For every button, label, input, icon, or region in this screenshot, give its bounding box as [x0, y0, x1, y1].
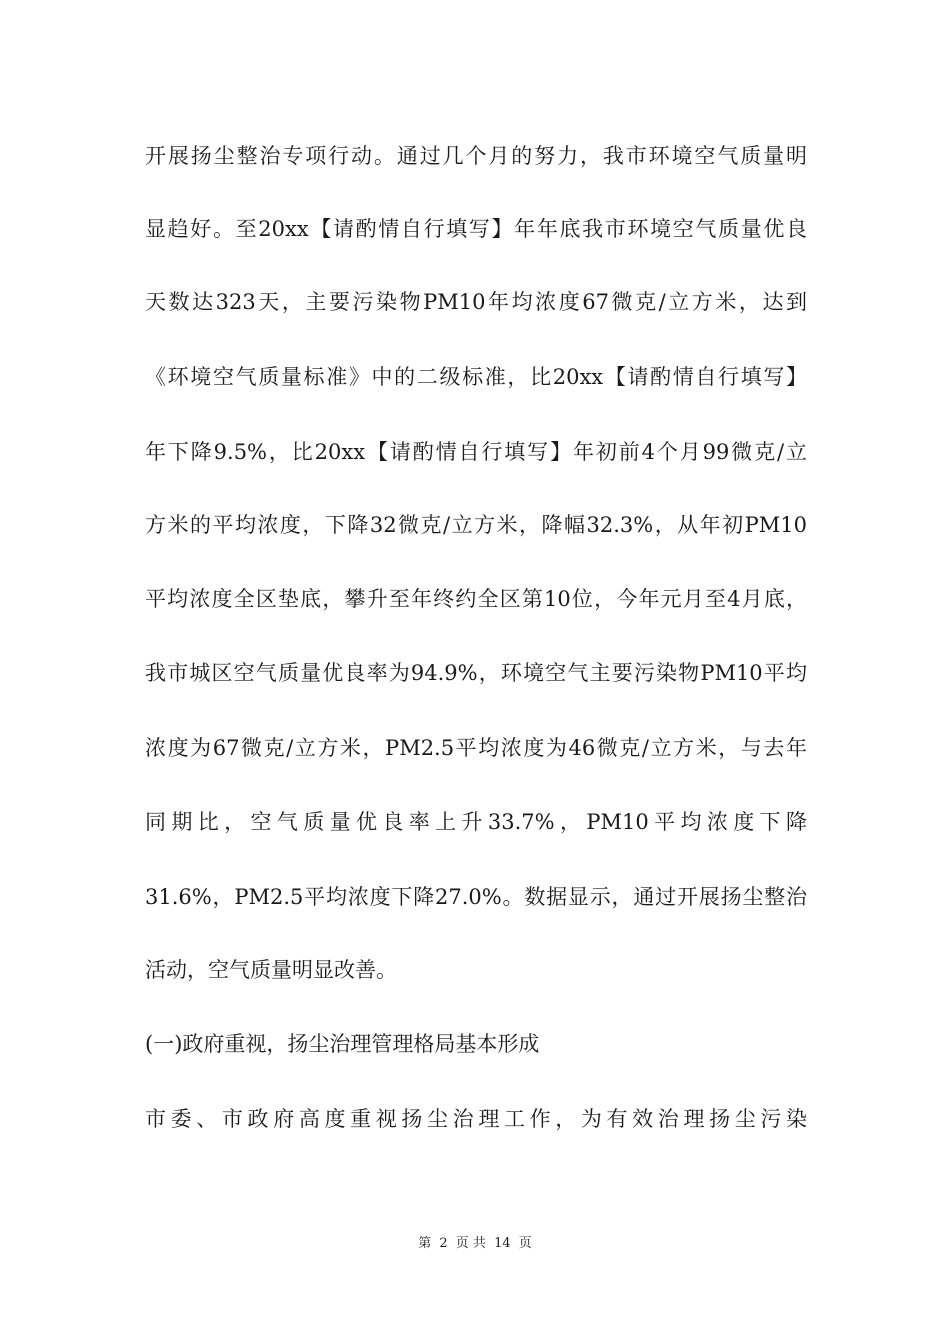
paragraph-line: 开展扬尘整治专项行动。通过几个月的努力，我市环境空气质量明 — [145, 144, 807, 168]
paragraph-line: 同期比，空气质量优良率上升33.7%，PM10平均浓度下降 — [145, 810, 807, 834]
paragraph-line: 天数达323天，主要污染物PM10年均浓度67微克/立方米，达到 — [145, 290, 807, 314]
footer-suffix: 页 — [518, 1236, 532, 1251]
paragraph-line: 《环境空气质量标准》中的二级标准，比20xx【请酌情自行填写】 — [145, 365, 807, 389]
paragraph-line: 市委、市政府高度重视扬尘治理工作，为有效治理扬尘污染 — [145, 1107, 807, 1131]
current-page-number: 2 — [439, 1236, 448, 1251]
paragraph-line: 平均浓度全区垫底，攀升至年终约全区第10位，今年元月至4月底， — [145, 587, 807, 611]
footer-middle: 页 共 — [455, 1236, 486, 1251]
paragraph-line: 浓度为67微克/立方米，PM2.5平均浓度为46微克/立方米，与去年 — [145, 736, 807, 760]
total-page-count: 14 — [494, 1236, 511, 1251]
page-number-footer — [0, 1235, 950, 1253]
paragraph-line: 年下降9.5%，比20xx【请酌情自行填写】年初前4个月99微克/立 — [145, 440, 807, 464]
paragraph-line: 显趋好。至20xx【请酌情自行填写】年年底我市环境空气质量优良 — [145, 217, 807, 241]
paragraph-line: 31.6%，PM2.5平均浓度下降27.0%。数据显示，通过开展扬尘整治 — [145, 885, 807, 909]
footer-prefix: 第 — [418, 1236, 432, 1251]
section-heading: (一)政府重视，扬尘治理管理格局基本形成 — [145, 1032, 540, 1056]
paragraph-line: 活动，空气质量明显改善。 — [145, 958, 397, 982]
paragraph-line: 方米的平均浓度，下降32微克/立方米，降幅32.3%，从年初PM10 — [145, 513, 807, 537]
paragraph-line: 我市城区空气质量优良率为94.9%，环境空气主要污染物PM10平均 — [145, 661, 807, 685]
